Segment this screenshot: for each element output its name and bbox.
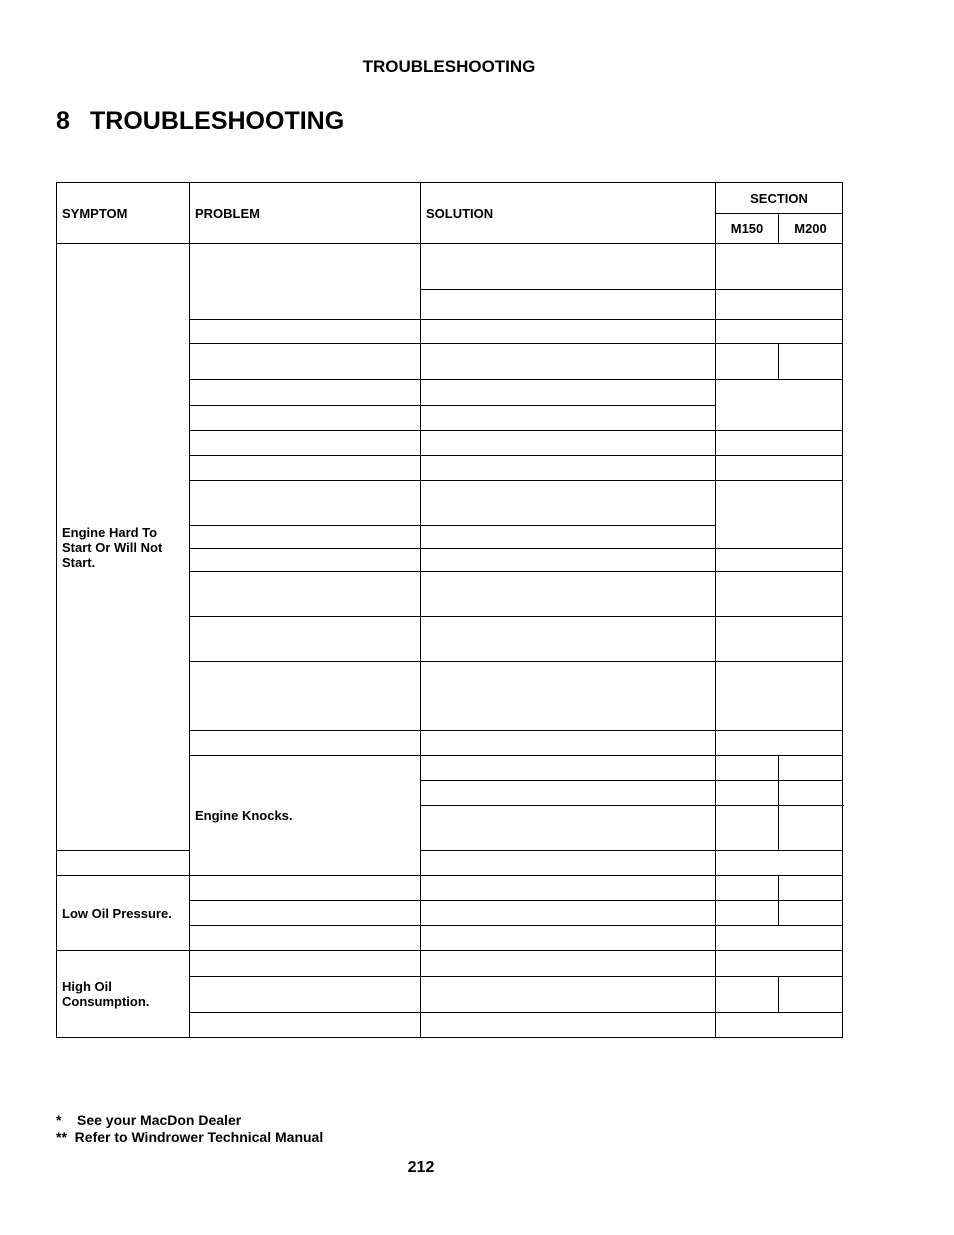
section-cell — [716, 731, 843, 756]
running-header: TROUBLESHOOTING — [362, 57, 536, 76]
table-header-row — [57, 183, 843, 214]
section-m200-cell — [779, 901, 843, 926]
section-cell — [716, 617, 843, 662]
solution-cell — [421, 481, 716, 526]
problem-cell — [421, 806, 716, 851]
table-row — [57, 951, 843, 977]
section-cell — [716, 320, 843, 344]
problem-cell — [190, 901, 421, 926]
section-cell — [716, 481, 843, 549]
header-m200: M200 — [779, 214, 843, 244]
solution-cell — [421, 406, 716, 431]
problem-cell — [190, 526, 421, 549]
problem-cell — [190, 951, 421, 977]
solution-cell — [421, 456, 716, 481]
solution-cell — [421, 572, 716, 617]
solution-cell — [421, 244, 716, 290]
solution-cell — [421, 290, 716, 320]
section-m150-cell — [716, 344, 779, 380]
section-cell — [716, 851, 843, 876]
problem-cell — [190, 344, 421, 380]
table-row — [57, 244, 843, 290]
troubleshooting-table — [56, 182, 843, 1038]
section-m150-cell — [716, 977, 779, 1013]
header-problem: PROBLEM — [190, 183, 421, 244]
table-row — [57, 876, 843, 901]
section-m200-cell — [779, 876, 843, 901]
section-m200-cell — [779, 977, 843, 1013]
problem-cell — [190, 431, 421, 456]
section-cell — [716, 244, 843, 290]
problem-cell — [190, 731, 421, 756]
problem-cell — [57, 851, 190, 876]
section-cell — [716, 572, 843, 617]
section-cell — [716, 431, 843, 456]
problem-cell — [190, 380, 421, 406]
section-cell — [716, 662, 843, 731]
section-cell — [716, 290, 843, 320]
symptom-engine-knocks: Engine Knocks. — [190, 756, 421, 876]
solution-cell — [421, 549, 716, 572]
section-cell — [716, 1013, 843, 1038]
problem-cell — [190, 320, 421, 344]
section-cell — [716, 380, 843, 431]
solution-cell — [716, 756, 779, 781]
solution-cell — [716, 781, 779, 806]
solution-cell — [421, 731, 716, 756]
symptom-high-oil-consumption: High Oil Consumption. — [57, 951, 190, 1038]
solution-cell — [421, 951, 716, 977]
problem-cell — [190, 617, 421, 662]
symptom-low-oil-pressure: Low Oil Pressure. — [57, 876, 190, 951]
header-section: SECTION — [716, 183, 843, 214]
solution-cell — [421, 320, 716, 344]
problem-cell — [190, 662, 421, 731]
section-cell — [779, 781, 843, 806]
section-cell — [716, 926, 843, 951]
chapter-number: 8 — [56, 107, 70, 135]
header-m150: M150 — [716, 214, 779, 244]
solution-cell — [421, 901, 716, 926]
section-m200-cell — [779, 344, 843, 380]
problem-cell — [190, 926, 421, 951]
problem-cell — [421, 781, 716, 806]
solution-cell — [421, 344, 716, 380]
problem-cell — [190, 406, 421, 431]
symptom-engine-hard-to-start: Engine Hard To Start Or Will Not Start. — [57, 244, 190, 851]
problem-cell — [190, 977, 421, 1013]
section-cell — [716, 951, 843, 977]
problem-cell — [190, 481, 421, 526]
section-m150-cell — [779, 756, 843, 781]
problem-cell — [190, 456, 421, 481]
solution-cell — [716, 806, 779, 851]
footnote-technical-manual: ** Refer to Windrower Technical Manual — [56, 1129, 324, 1145]
solution-cell — [421, 526, 716, 549]
solution-cell — [421, 662, 716, 731]
header-symptom: SYMPTOM — [57, 183, 190, 244]
problem-cell — [190, 572, 421, 617]
section-cell — [716, 456, 843, 481]
problem-cell — [190, 876, 421, 901]
chapter-title — [56, 107, 344, 136]
solution-cell — [421, 431, 716, 456]
problem-cell — [190, 244, 421, 320]
section-m150-cell — [716, 876, 779, 901]
solution-cell — [421, 876, 716, 901]
section-cell — [716, 549, 843, 572]
solution-cell — [421, 380, 716, 406]
chapter-title-text: TROUBLESHOOTING — [90, 107, 345, 135]
solution-cell — [421, 1013, 716, 1038]
solution-cell — [421, 851, 716, 876]
problem-cell — [190, 1013, 421, 1038]
solution-cell — [421, 617, 716, 662]
page-number: 212 — [407, 1159, 435, 1176]
section-cell — [779, 806, 843, 851]
table-row — [57, 851, 843, 876]
footnote-dealer: * See your MacDon Dealer — [56, 1112, 242, 1128]
solution-cell — [421, 977, 716, 1013]
section-m150-cell — [716, 901, 779, 926]
solution-cell — [421, 926, 716, 951]
problem-cell — [421, 756, 716, 781]
header-solution: SOLUTION — [421, 183, 716, 244]
problem-cell — [190, 549, 421, 572]
